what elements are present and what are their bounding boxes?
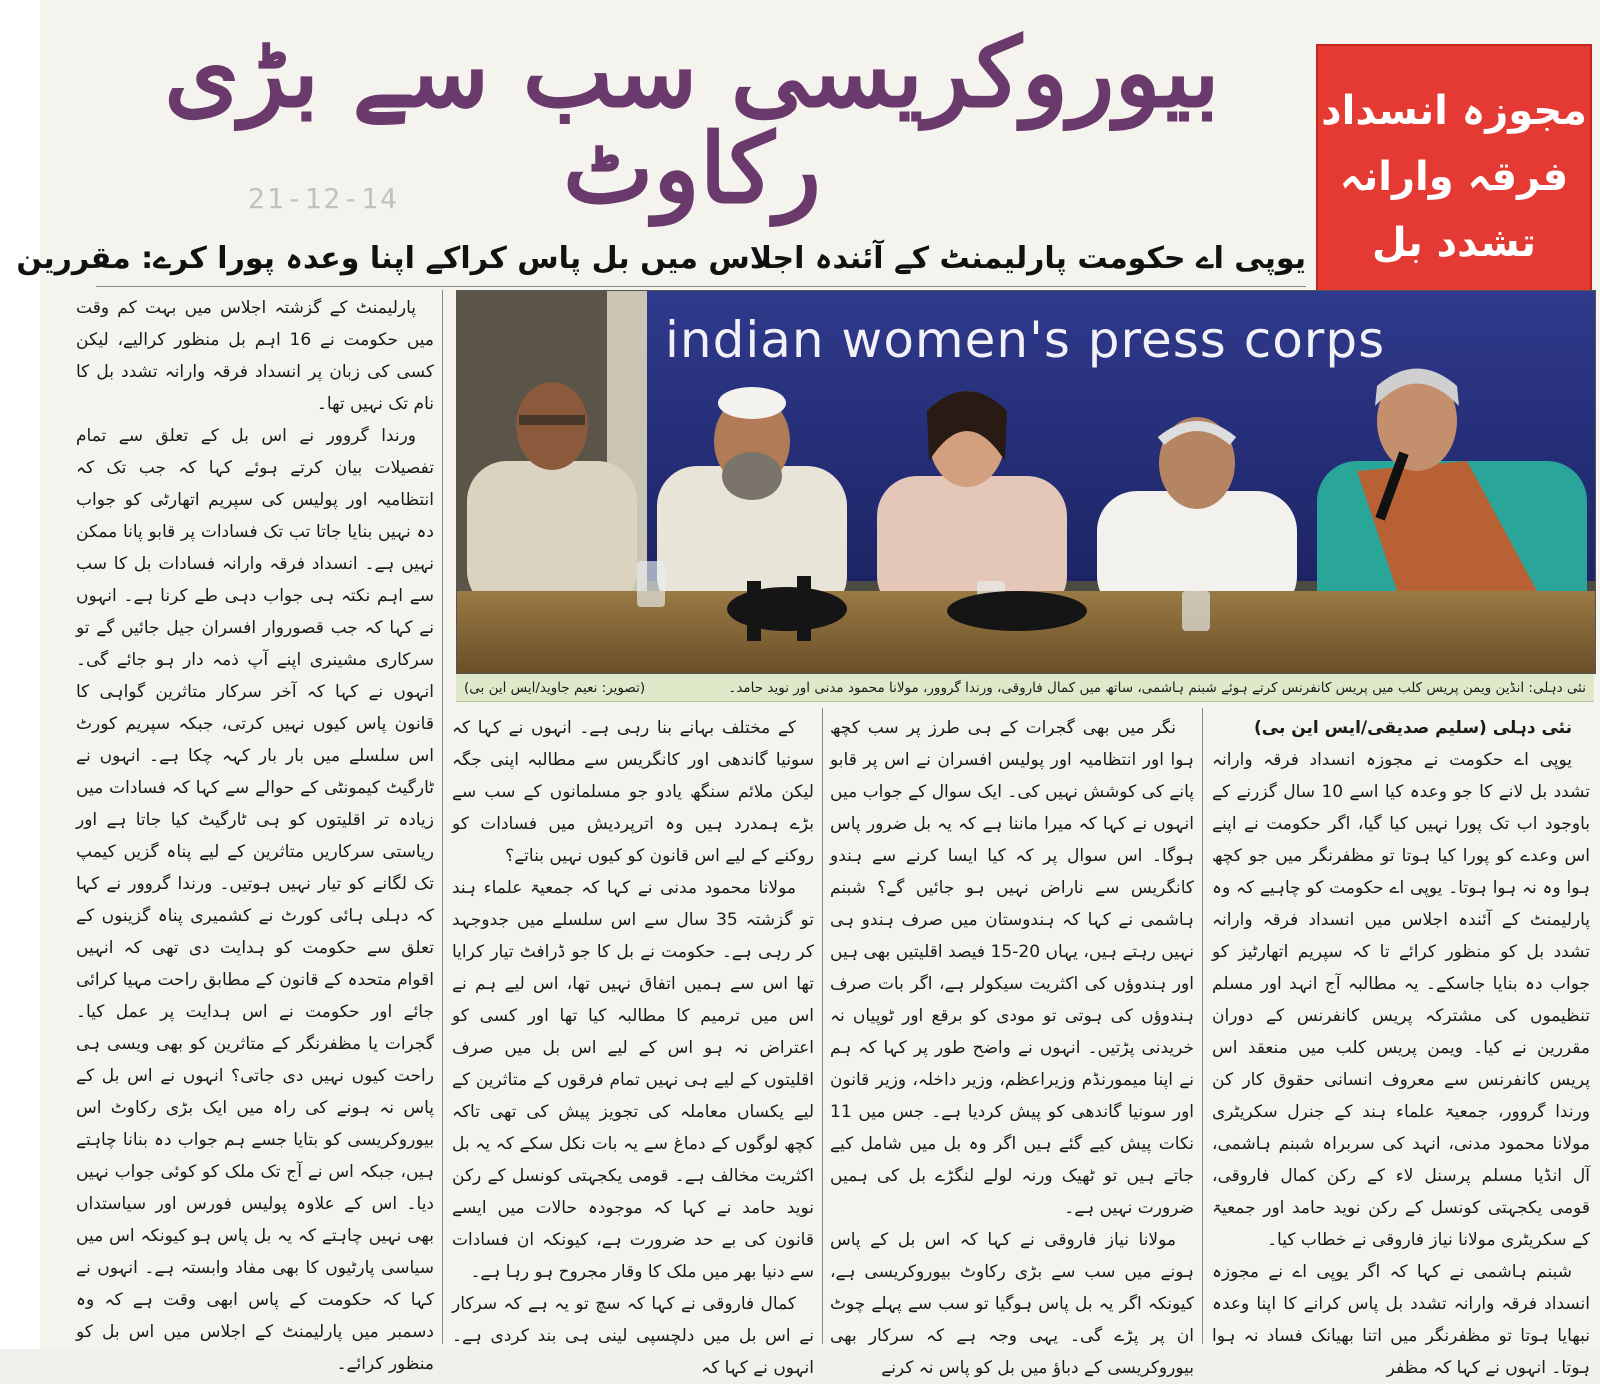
paragraph: یوپی اے حکومت نے مجوزہ انسداد فرقہ وارانہ تشدد بل لانے کا جو وعدہ کیا اسے 10 سال گزرنے کے باوجود اب تک پورا نہیں کیا گیا، اگر حکومت نے اپنے اس وعدے کو پورا کیا ہوتا تو مظفرنگر میں جو کچھ ہوا وہ نہ ہوا ہوتا۔ یوپی اے حکومت کو چاہیے کہ وہ پارلیمنٹ کے آئندہ اجلاس میں انسداد فرقہ وارانہ تشدد بل کو منظور کرائے تا کہ سپریم اتھارٹیز کو جواب دہ بنایا جاسکے۔ یہ مطالبہ آج انہد اور مسلم تنظیموں کی مشترکہ پریس کانفرنس کے دوران مقررین نے کیا۔ ویمن پریس کلب میں منعقد اس پریس کانفرنس سے معروف انسانی حقوق کار کن ورندا گروور، جمعیۃ علماء ہند کے جنرل سکریٹری مولانا محمود مدنی، انہد کی سربراہ شبنم ہاشمی، آل انڈیا مسلم پرسنل لاء کے رکن کمال فاروقی، قومی یکجہتی کونسل کے رکن نوید حامد اور جمعیۃ کے سکریٹری مولانا نیاز فاروقی نے خطاب کیا۔ <box>1212 750 1590 1250</box>
column-rule <box>822 708 823 1344</box>
caption-text: نئی دہلی: انڈین ویمن پریس کلب میں پریس کانفرنس کرتے ہوئے شبنم ہاشمی، ساتھ میں کمال فاروقی، ورندا گروور، مولانا محمود مدنی اور نوید حامد۔ <box>728 680 1586 696</box>
paragraph: شبنم ہاشمی نے کہا کہ اگر یوپی اے نے مجوزہ انسداد فرقہ وارانہ تشدد بل پاس کرانے کا اپنا وعدہ نبھایا ہوتا تو مظفرنگر میں اتنا بھیانک فساد نہ ہوا ہوتا۔ انہوں نے کہا کہ مظفر <box>1212 1262 1590 1378</box>
paragraph: کمال فاروقی نے کہا کہ سچ تو یہ ہے کہ سرکار نے اس بل میں دلچسپی لینی ہی بند کردی ہے۔ انہوں نے کہا کہ <box>452 1294 814 1378</box>
article-column-2 <box>830 712 1194 1378</box>
paragraph: مولانا نیاز فاروقی نے کہا کہ اس بل کے پاس ہونے میں سب سے بڑی رکاوٹ بیوروکریسی ہے، کیونکہ اگر یہ بل پاس ہوگیا تو سب سے پہلے چوٹ ان پر پڑے گی۔ یہی وجہ ہے کہ سرکار بھی بیوروکریسی کے دباؤ میں بل کو پاس نہ کرنے <box>830 1230 1194 1378</box>
subhead-rule <box>96 286 1306 287</box>
date-stamp: 21-12-14 <box>248 182 399 215</box>
paragraph: مولانا محمود مدنی نے کہا کہ جمعیۃ علماء ہند تو گزشتہ 35 سال سے اس سلسلے میں جدوجہد کر رہی ہے۔ حکومت نے بل کا جو ڈرافٹ تیار کرایا تھا اس سے ہمیں اتفاق نہیں تھا، اس لیے ہم نے اس میں ترمیم کا مطالبہ کیا تھا اور کسی کو اعتراض نہ ہو اس کے لیے اس بل میں صرف اقلیتوں کے لیے ہی نہیں تمام فرقوں کے متاثرین کے لیے یکساں معاملہ کی تجویز پیش کی تھی تاکہ کچھ لوگوں کے دماغ سے یہ بات نکل سکے کہ یہ بل اکثریت مخالف ہے۔ قومی یکجہتی کونسل کے رکن نوید حامد نے کہا کہ موجودہ حالات میں ایسے قانون کی بے حد ضرورت ہے، کیونکہ ان فسادات سے دنیا بھر میں ملک کا وقار مجروح ہو رہا ہے۔ <box>452 878 814 1282</box>
topic-label-line-2: فرقہ وارانہ <box>1339 154 1569 200</box>
paragraph: نگر میں بھی گجرات کے ہی طرز پر سب کچھ ہوا اور انتظامیہ اور پولیس افسران نے اس پر قابو پانے کی کوشش نہیں کی۔ ایک سوال کے جواب میں انہوں نے کہا کہ میرا ماننا ہے کہ یہ بل ضرور پاس ہوگا۔ اس سوال پر کہ کیا ایسا کرنے سے ہندو کانگریس سے ناراض نہیں ہو جائیں گے؟ شبنم ہاشمی نے کہا کہ ہندوستان میں صرف ہندو ہی نہیں رہتے ہیں، یہاں 20-15 فیصد اقلیتیں بھی ہیں اور ہندوؤں کی اکثریت سیکولر ہے، اگر بات صرف ہندوؤں کی ہوتی تو مودی کو برقع اور ٹوپیاں نہ خریدنی پڑتیں۔ انہوں نے واضح طور پر کہا کہ ہم نے اپنا میمورنڈم وزیراعظم، وزیر داخلہ، وزیر قانون اور سونیا گاندھی کو پیش کردیا ہے۔ جس میں 11 نکات پیش کیے گئے ہیں اگر وہ بل میں شامل کیے جاتے ہیں تو ٹھیک ورنہ لولے لنگڑے بل کی ہمیں ضرورت نہیں ہے۔ <box>830 718 1194 1218</box>
paragraph: ورندا گروور نے اس بل کے تعلق سے تمام تفصیلات بیان کرتے ہوئے کہا کہ جب تک کہ انتظامیہ اور پولیس کی سپریم اتھارٹی کو جواب دہ نہیں بنایا جاتا تب تک فسادات پر قابو پانا ممکن نہیں ہے۔ انسداد فرقہ وارانہ فسادات بل کا سب سے اہم نکتہ ہی جواب دہی طے کرنا ہے۔ انہوں نے کہا کہ جب قصوروار افسران جیل جائیں گے تو سرکاری مشینری اپنے آپ ذمہ دار ہو جائے گی۔ انہوں نے کہا کہ آخر سرکار متاثرین گواہی کا قانون پاس کیوں نہیں کرتی، جبکہ سپریم کورٹ اس سلسلے میں بار بار کہہ چکا ہے۔ انہوں نے ٹارگیٹ کیمونٹی کے حوالے سے کہا کہ فسادات میں زیادہ تر اقلیتوں کو ہی ٹارگیٹ کیا جاتا ہے اور ریاستی سرکاریں متاثرین کے لیے پناہ گزیں کیمپ تک لگانے کو تیار نہیں ہوتیں۔ ورندا گروور نے کہا کہ دہلی ہائی کورٹ نے کشمیری پناہ گزینوں کے تعلق سے حکومت کو ہدایت دی تھی کہ انہیں اقوام متحدہ کے قانون کے مطابق راحت مہیا کرائی جائے اور حکومت نے اس ہدایت پر عمل کیا۔ گجرات یا مظفرنگر کے متاثرین کو بھی ویسی ہی راحت کیوں نہیں دی جاتی؟ انہوں نے اس بل کے پاس نہ ہونے کی راہ میں ایک بڑی رکاوٹ اس بیوروکریسی کو بتایا جسے ہم جواب دہ بنانا چاہتے ہیں، جبکہ اس نے آج تک ملک کو کوئی جواب نہیں دیا۔ اس کے علاوہ پولیس فورس اور سیاستداں بھی نہیں چاہتے کہ یہ بل پاس ہو کیونکہ اس میں سیاسی پارٹیوں کا بھی مفاد وابستہ ہے۔ انہوں نے کہا کہ حکومت کے پاس ابھی وقت ہے کہ وہ دسمبر میں پارلیمنٹ کے اجلاس میں اس بل کو منظور کرائے۔ <box>76 426 434 1374</box>
headline: بیوروکریسی سب سے بڑی رکاوٹ <box>164 16 1220 225</box>
article-column-3 <box>452 712 814 1378</box>
caption-credit: (تصویر: نعیم جاوید/ایس این بی) <box>464 680 646 696</box>
column-rule <box>1202 708 1203 1344</box>
column-rule <box>442 290 443 1344</box>
dateline: نئی دہلی (سلیم صدیقی/ایس این بی) <box>1253 718 1572 738</box>
article-column-1 <box>1212 712 1590 1378</box>
article-column-4 <box>76 292 435 1374</box>
press-conference-photo <box>456 290 1596 674</box>
paragraph: پارلیمنٹ کے گزشتہ اجلاس میں بہت کم وقت میں حکومت نے 16 اہم بل منظور کرالیے، لیکن کسی کی زبان پر انسداد فرقہ وارانہ تشدد بل کا نام تک نہیں تھا۔ <box>76 298 435 414</box>
scan-margin <box>0 0 40 1349</box>
banner-text: indian women's press corps <box>665 311 1386 369</box>
topic-label-line-1: مجوزہ انسداد <box>1321 88 1587 134</box>
subheadline: یوپی اے حکومت پارلیمنٹ کے آئندہ اجلاس میں بل پاس کراکے اپنا وعدہ پورا کرے: مقررین <box>16 241 1306 276</box>
topic-label-line-3: تشدد بل <box>1372 220 1537 266</box>
topic-label-box <box>1316 44 1592 310</box>
photo-caption <box>456 674 1594 702</box>
paragraph: کے مختلف بہانے بنا رہی ہے۔ انہوں نے کہا کہ سونیا گاندھی اور کانگریس سے مطالبہ اپنی جگہ لیکن ملائم سنگھ یادو جو مسلمانوں کے سب سے بڑے ہمدرد ہیں وہ اترپردیش میں فسادات کو روکنے کے لیے اس قانون کو کیوں نہیں بناتے؟ <box>452 718 814 866</box>
